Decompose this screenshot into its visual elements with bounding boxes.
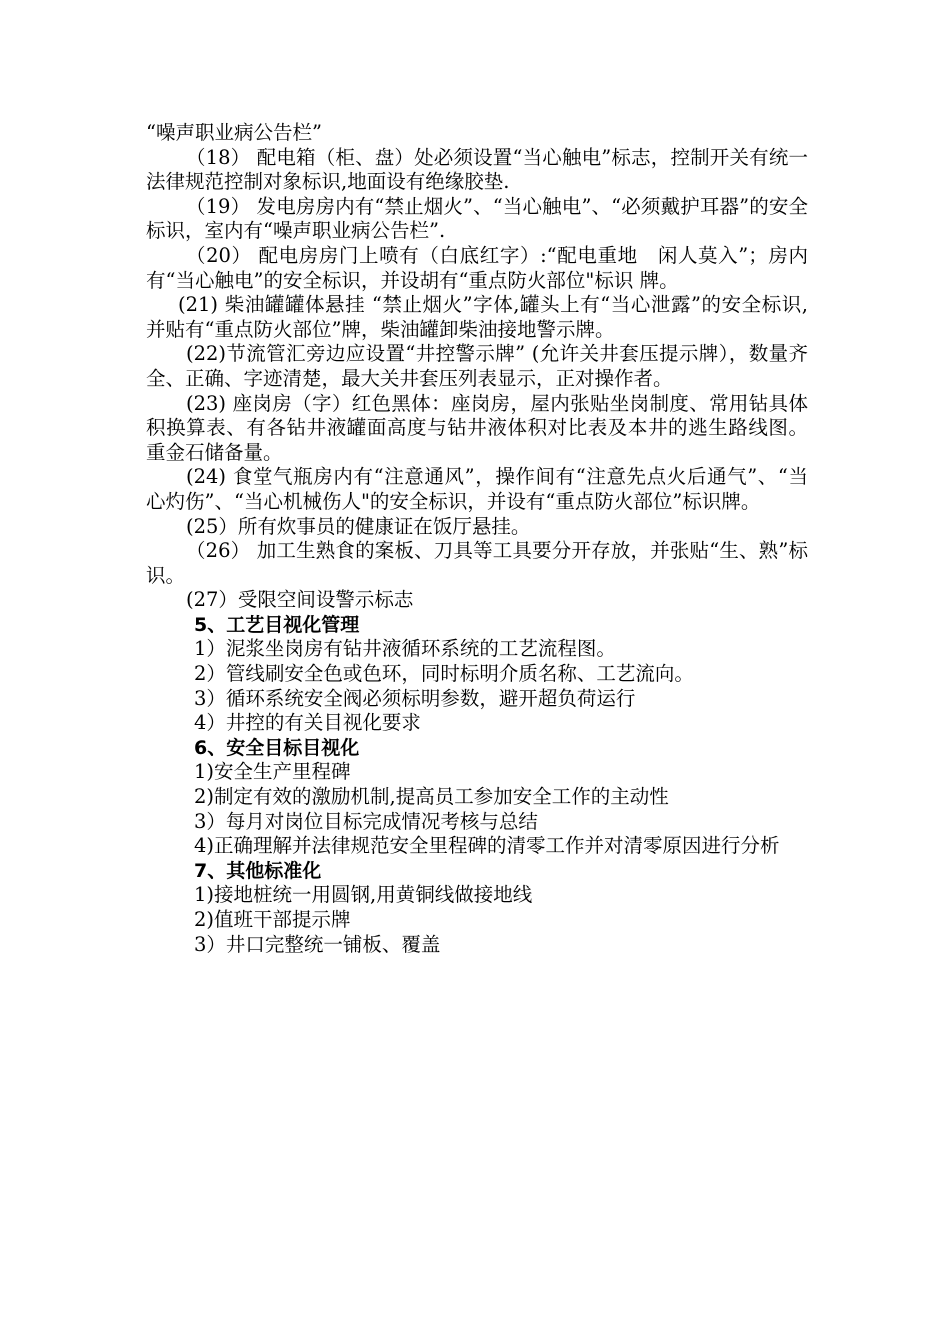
- list-item-7-2: 2)值班干部提示牌: [194, 908, 351, 931]
- list-item-5-2: 2）管线刷安全色或色环，同时标明介质名称、工艺流向。: [194, 662, 694, 686]
- section-heading-5: 5、工艺目视化管理: [194, 613, 360, 636]
- list-item-6-1: 1)安全生产里程碑: [194, 760, 351, 784]
- paragraph-item-20: （20） 配电房房门上喷有（白底红字）:“配电重地 闲人莫入”；房内有“当心触电”的安全标识，并设胡有“重点防火部位"标识 牌。: [146, 243, 808, 292]
- paragraph-item-27: (27）受限空间设警示标志: [186, 588, 414, 612]
- paragraph-intro: “噪声职业病公告栏”: [146, 121, 322, 144]
- paragraph-item-26: （26） 加工生熟食的案板、刀具等工具要分开存放，并张贴“生、熟”标识。: [146, 539, 808, 587]
- paragraph-item-24: (24) 食堂气瓶房内有“注意通风”，操作间有“注意先点火后通气”、“当心灼伤”、“当心机械伤人"的安全标识，并设有“重点防火部位”标识牌。: [146, 465, 808, 513]
- list-item-5-1: 1）泥浆坐岗房有钻井液循环系统的工艺流程图。: [194, 637, 616, 661]
- section-heading-6: 6、安全目标目视化: [194, 736, 360, 759]
- list-item-5-4: 4）井控的有关目视化要求: [194, 711, 421, 735]
- paragraph-item-21: (21) 柴油罐罐体悬挂 “禁止烟火”字体,罐头上有“当心泄露”的安全标识,并贴有“重点防火部位”牌，柴油罐卸柴油接地警示牌。: [146, 293, 808, 341]
- paragraph-item-19: （19） 发电房房内有“禁止烟火”、“当心触电”、“必须戴护耳器”的安全标识，室内有“噪声职业病公告栏”.: [146, 194, 808, 243]
- list-item-7-3: 3）井口完整统一铺板、覆盖: [194, 932, 441, 956]
- list-item-6-2: 2)制定有效的激励机制,提高员工参加安全工作的主动性: [194, 785, 669, 809]
- paragraph-item-22: (22)节流管汇旁边应设置“井控警示牌” (允许关井套压提示牌），数量齐全、正确、字迹清楚，最大关井套压列表显示，正对操作者。: [146, 342, 808, 390]
- document-body: [146, 121, 808, 957]
- list-item-5-3: 3）循环系统安全阀必须标明参数，避开超负荷运行: [194, 686, 636, 710]
- paragraph-item-18: （18） 配电箱（柜、盘）处必须设置“当心触电”标志，控制开关有统一法律规范控制对象标识,地面设有绝缘胶垫.: [146, 145, 808, 194]
- list-item-6-3: 3）每月对岗位目标完成情况考核与总结: [194, 809, 538, 833]
- section-heading-7: 7、其他标准化: [194, 859, 322, 882]
- paragraph-item-25: (25）所有炊事员的健康证在饭厅悬挂。: [186, 514, 531, 538]
- paragraph-item-23: (23) 座岗房（字）红色黑体：座岗房，屋内张贴坐岗制度、常用钻具体积换算表、有各钻井液罐面高度与钻井液体积对比表及本井的逃生路线图。重金石储备量。: [146, 391, 808, 464]
- list-item-7-1: 1)接地桩统一用圆钢,用黄铜线做接地线: [194, 883, 533, 907]
- list-item-6-4: 4)正确理解并法律规范安全里程碑的清零工作并对清零原因进行分析: [194, 834, 780, 858]
